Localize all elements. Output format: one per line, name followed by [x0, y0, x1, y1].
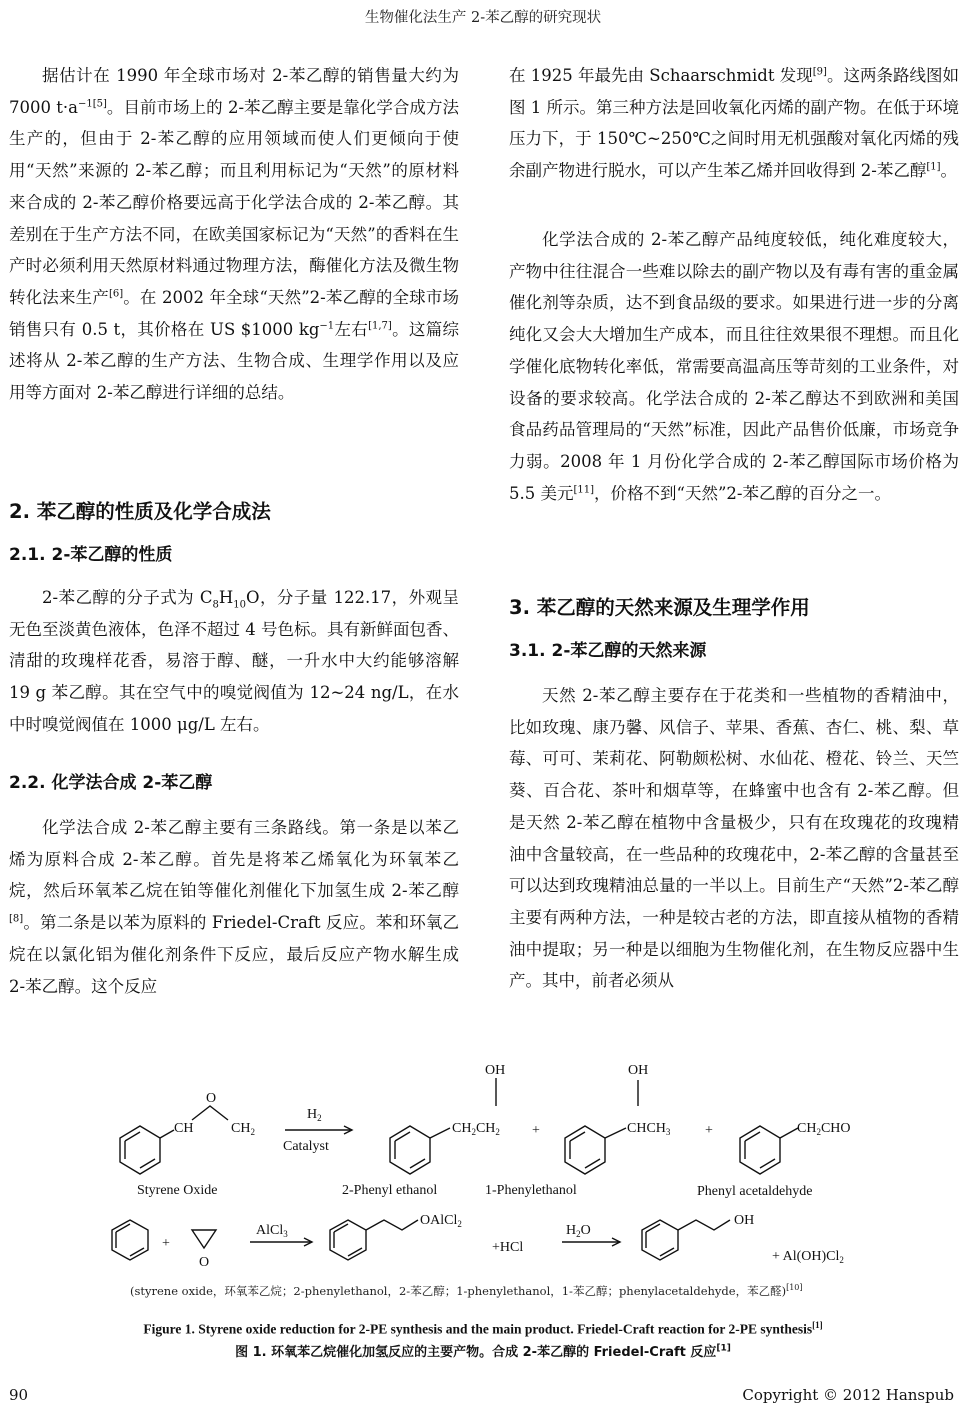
h2o-label: $H_2O$	[566, 1223, 591, 1239]
ch2ch2-label: $CH_2CH_2$	[452, 1121, 500, 1137]
benzene-ring-1-phenylethanol	[565, 1126, 605, 1174]
figure-caption-english: Figure 1. Styrene oxide reduction for 2-PE synthesis and the main product. Friedel-Craft reaction for 2-PE synthesis[1]	[143, 1320, 823, 1337]
page-number: 90	[9, 1386, 29, 1404]
paragraph-properties: 2-苯乙醇的分子式为 $C_8H_{10}O$，分子量 122.17，外观呈无色至淡黄色液体，色泽不超过 4 号色标。具有新鲜面包香、清甜的玫瑰样花香，易溶于醇、醚，一升水中大约能够溶解 19 g 苯乙醇。其在空气中的嗅觉阀值为 12~24 ng/L，在水中时嗅觉阀值在 1000 μg/L 左右。	[9, 588, 459, 734]
benzene-ring-styrene-oxide	[120, 1126, 160, 1174]
oalcl2-label: OAlCl$_2$	[420, 1213, 462, 1229]
reagent-h2-label: $H_2$	[307, 1107, 322, 1123]
phenylacetaldehyde-label: Phenyl acetaldehyde	[697, 1184, 813, 1199]
figure-1-scheme	[100, 1058, 866, 1310]
paragraph-chemical-synthesis: 化学法合成 2-苯乙醇主要有三条路线。第一条是以苯乙烯为原料合成 2-苯乙醇。首先是将苯乙烯氧化为环氧苯乙烷，然后环氧苯乙烷在铂等催化剂催化下加氢生成 2-苯乙醇[8]。第二条是以苯为原料的 Friedel-Craft 反应。苯和环氧乙烷在以氯化铝为催化剂条件下反应，最后反应产物水解生成 2-苯乙醇。这个反应	[9, 818, 459, 996]
subsection-heading-3-1: 3.1. 2-苯乙醇的天然来源	[509, 641, 707, 661]
ethylene-oxide-ring	[192, 1230, 216, 1248]
epoxide-oxygen-label: O	[206, 1091, 217, 1106]
section-heading-2: 2. 苯乙醇的性质及化学合成法	[9, 500, 271, 523]
copyright-notice: Copyright © 2012 Hanspub	[742, 1386, 954, 1404]
benzene-ring-phenylacetaldehyde	[740, 1126, 780, 1174]
subsection-heading-2-2: 2.2. 化学法合成 2-苯乙醇	[9, 773, 213, 793]
benzene-ring-product	[642, 1220, 678, 1260]
product-hydroxyl-label: OH	[734, 1213, 755, 1228]
ethylene-oxide-oxygen: O	[199, 1255, 210, 1270]
catalyst-label: Catalyst	[283, 1139, 329, 1154]
subsection-heading-2-1: 2.1. 2-苯乙醇的性质	[9, 545, 173, 565]
hydroxyl-label-2: OH	[628, 1063, 649, 1078]
benzene-ring-2-phenylethanol	[390, 1126, 430, 1174]
hcl-label: +HCl	[492, 1240, 524, 1255]
paragraph-natural-sources: 天然 2-苯乙醇主要存在于花类和一些植物的香精油中，比如玫瑰、康乃馨、风信子、苹果、香蕉、杏仁、桃、梨、草莓、可可、茉莉花、阿勒颇松树、水仙花、橙花、铃兰、天竺葵、百合花、茶叶和烟草等，在蜂蜜中也含有 2-苯乙醇。但是天然 2-苯乙醇在植物中含量极少，只有在玫瑰花的玫瑰精油中含量较高，在一些品种的玫瑰花中，2-苯乙醇的含量甚至可以达到玫瑰精油总量的一半以上。目前生产“天然”2-苯乙醇主要有两种方法，一种是较古老的方法，即直接从植物的香精油中提取；另一种是以细胞为生物催化剂，在生物反应器中生产。其中，前者必须从	[509, 686, 959, 991]
benzene-ring-intermediate	[330, 1220, 366, 1260]
paragraph-drawbacks: 化学法合成的 2-苯乙醇产品纯度较低，纯化难度较大，产物中往往混合一些难以除去的副产物以及有毒有害的重金属催化剂等杂质，达不到食品级的要求。如果进行进一步的分离纯化又会大大增加生产成本，而且往往效果很不理想。而且化学催化底物转化率低，常需要高温高压等苛刻的工业条件，对设备的要求较高。化学法合成的 2-苯乙醇达不到欧洲和美国食品药品管理局的“天然”标准，因此产品售价低廉，市场竞争力弱。2008 年 1 月份化学合成的 2-苯乙醇国际市场价格为 5.5 美元[11]，价格不到“天然”2-苯乙醇的百分之一。	[509, 230, 959, 503]
alcl3-label: AlCl$_3$	[256, 1223, 288, 1239]
running-header: 生物催化法生产 2-苯乙醇的研究现状	[364, 10, 602, 26]
plus-sign-1: +	[532, 1123, 540, 1138]
paragraph-intro: 据估计在 1990 年全球市场对 2-苯乙醇的销售量大约为 7000 $t\cdot a^{-1[5]}$。目前市场上的 2-苯乙醇主要是靠化学合成方法生产的，但由于 2-苯乙醇的应用领域而使人们更倾向于使用“天然”来源的 2-苯乙醇；而且利用标记为“天然”的原材料来合成的 2-苯乙醇价格要远高于化学法合成的 2-苯乙醇。其差别在于生产方法不同，在欧美国家标记为“天然”的香料在生产时必须利用天然原材料通过物理方法，酶催化方法及微生物转化法来生产[6]。在 2002 年全球“天然”2-苯乙醇的全球市场销售只有 0.5 t，其价格在 US $1000 $kg^{-1}$左右[1,7]。这篇综述将从 2-苯乙醇的生产方法、生物合成、生理学作用以及应用等方面对 2-苯乙醇进行详细的总结。	[9, 66, 460, 403]
hydroxyl-label-1: OH	[485, 1063, 506, 1078]
benzene-ring-benzene	[112, 1220, 148, 1260]
paragraph-route-continuation: 在 1925 年最先由 Schaarschmidt 发现[9]。这两条路线图如图 1 所示。第三种方法是回收氧化丙烯的副产物。在低于环境压力下，于 150℃~250℃之间时用无机强酸对氧化丙烯的残余副产物进行脱水，可以产生苯乙烯并回收得到 2-苯乙醇[1]。	[509, 66, 960, 181]
figure-note: (styrene oxide，环氧苯乙烷；2-phenylethanol，2-苯乙醇；1-phenylethanol，1-苯乙醇；phenylacetaldehyde，苯乙醛)[10]	[130, 1283, 803, 1298]
plus-sign-3: +	[162, 1236, 170, 1251]
left-column	[9, 60, 459, 1002]
reaction-scheme	[100, 1058, 866, 1283]
plus-sign-2: +	[705, 1123, 713, 1138]
epoxide-ch2-label: $CH_2$	[231, 1121, 255, 1137]
right-column	[509, 60, 959, 997]
section-heading-3: 3. 苯乙醇的天然来源及生理学作用	[509, 596, 810, 619]
chch3-label: $CHCH_3$	[627, 1121, 671, 1137]
ch2cho-label: $CH_2CHO$	[797, 1121, 851, 1137]
styrene-oxide-label: Styrene Oxide	[137, 1183, 218, 1198]
2-phenylethanol-label: 2-Phenyl ethanol	[342, 1183, 438, 1198]
1-phenylethanol-label: 1-Phenylethanol	[485, 1183, 577, 1198]
figure-caption-chinese: 图 1. 环氧苯乙烷催化加氢反应的主要产物。合成 2-苯乙醇的 Friedel-Craft 反应[1]	[235, 1343, 731, 1360]
aloh-label: + $Al(OH)Cl_2$	[772, 1249, 844, 1265]
epoxide-ch-label: CH	[174, 1121, 194, 1136]
